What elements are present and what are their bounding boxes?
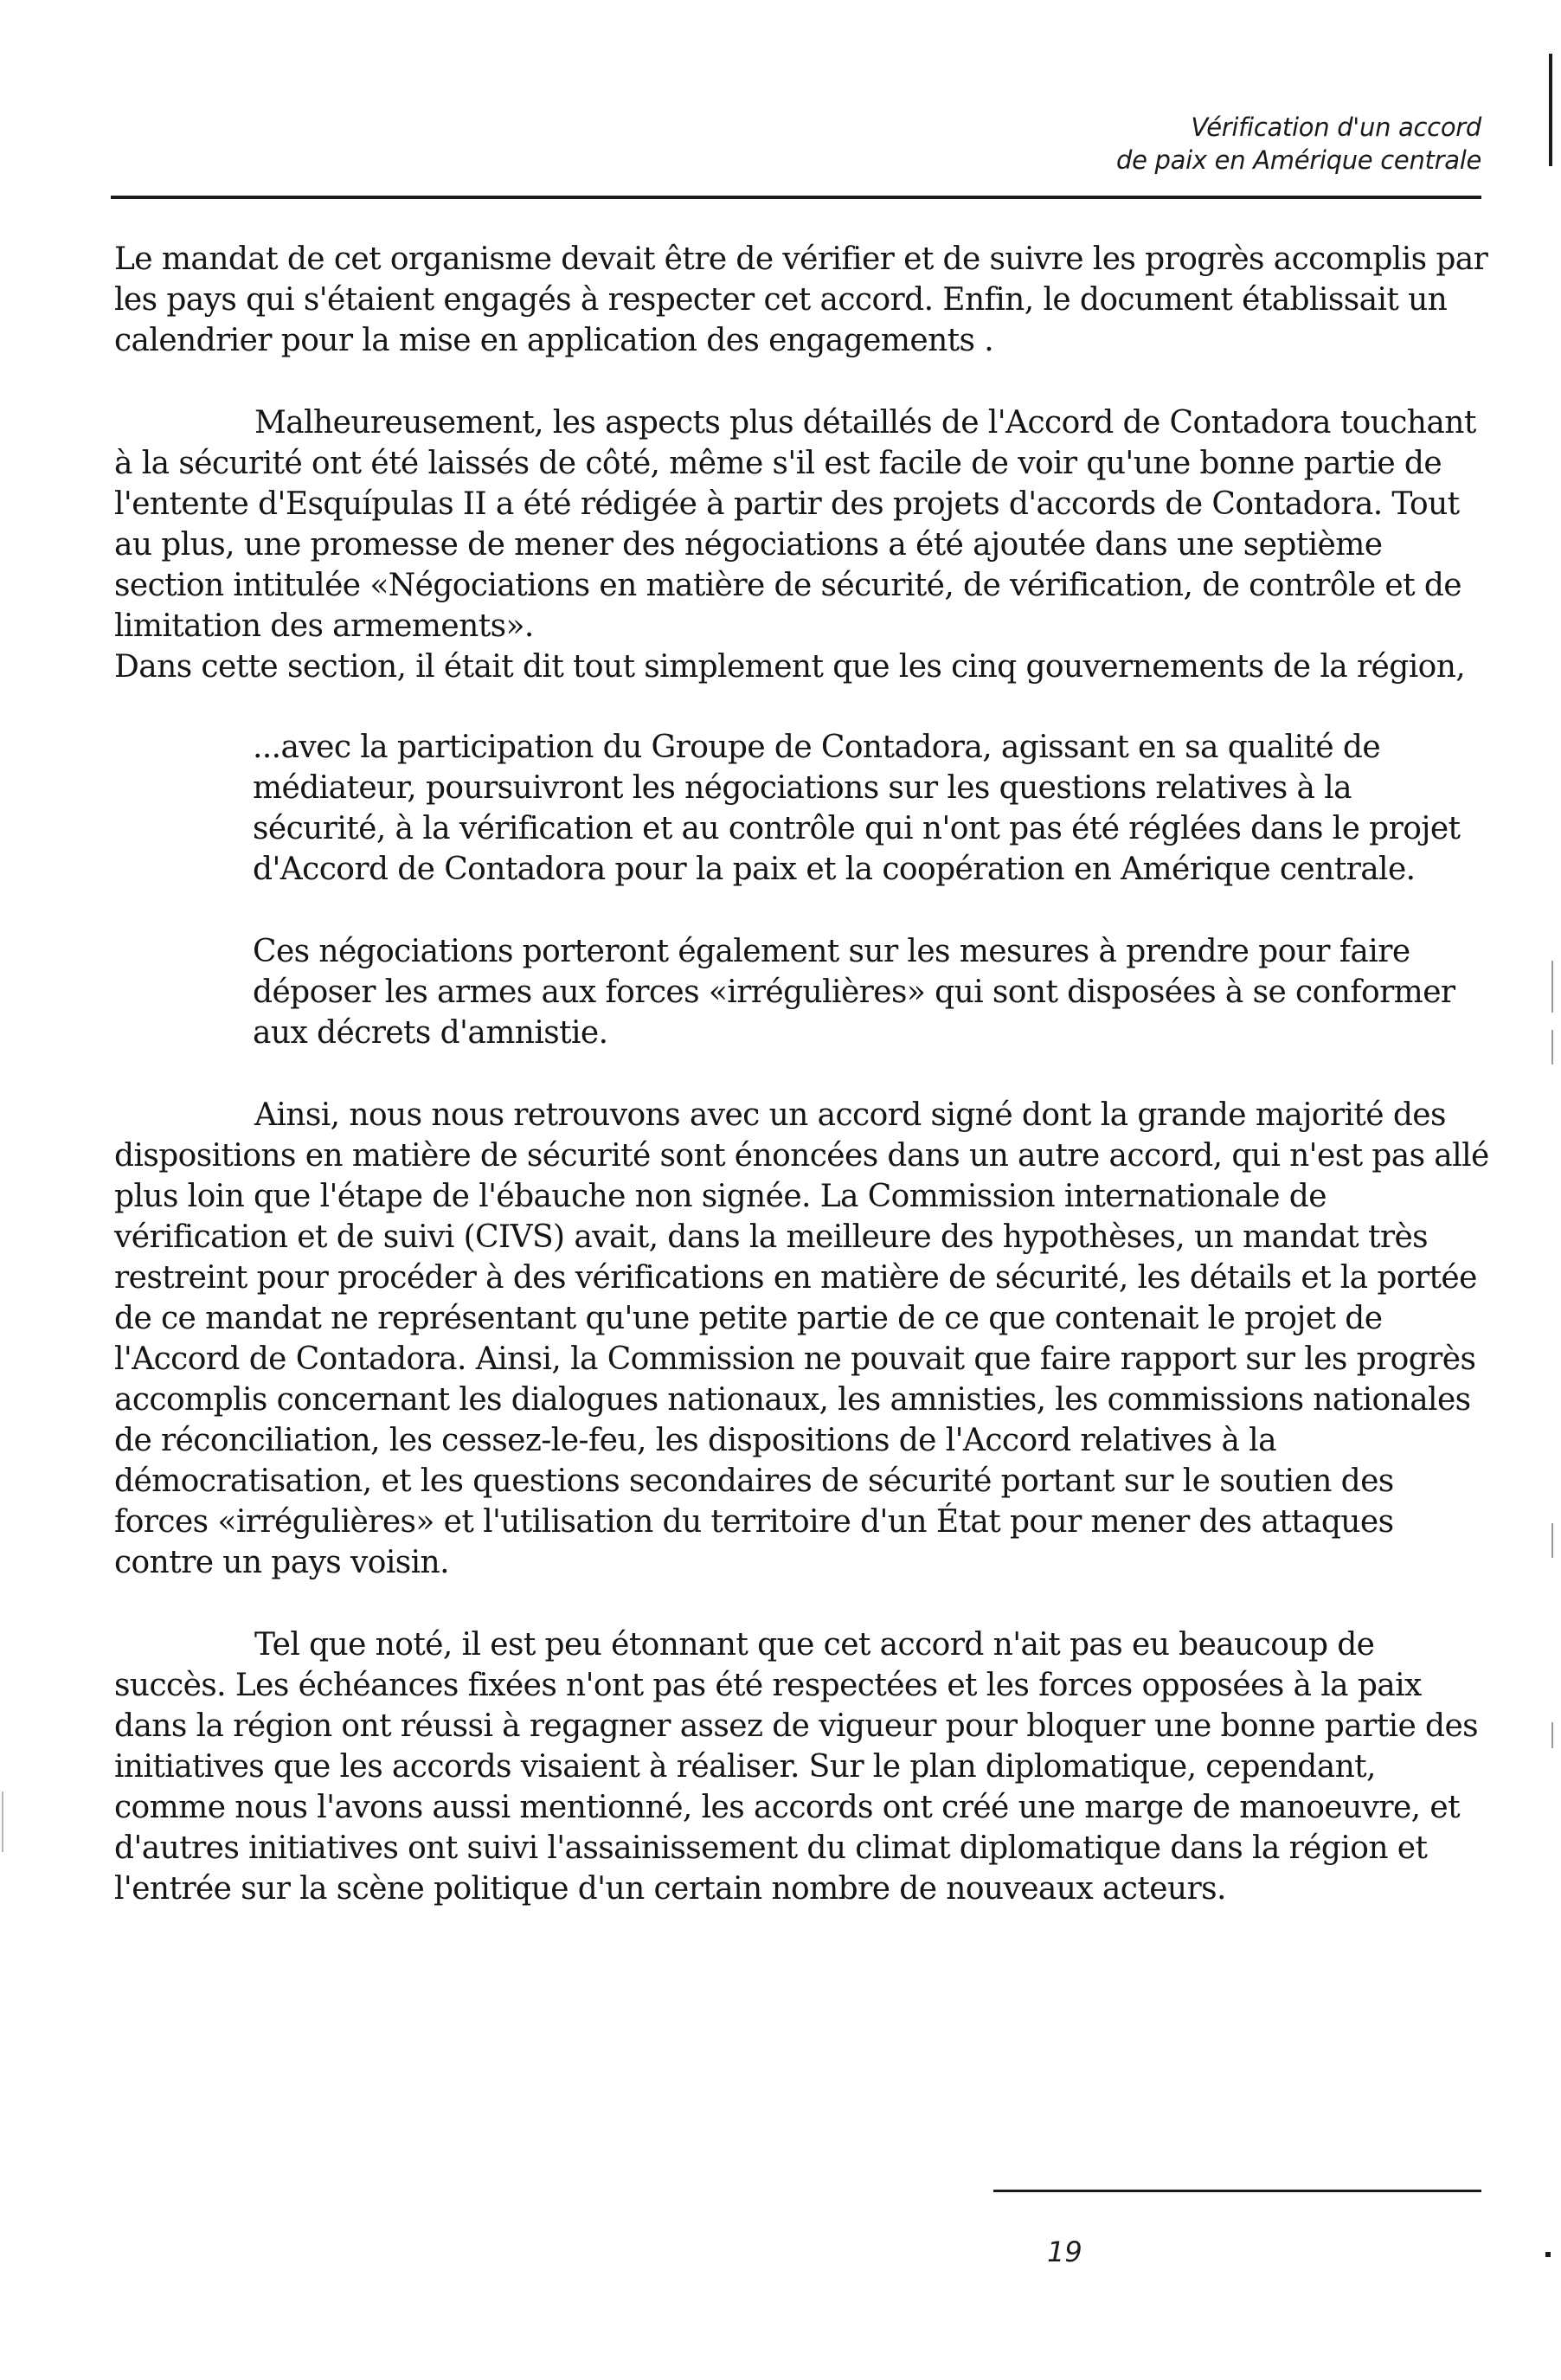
scan-edge-mark <box>2 1791 3 1852</box>
paragraph-section-intro: Dans cette section, il était dit tout simplement que les cinq gouvernements de la région, <box>114 649 1466 685</box>
running-header-line-1: Vérification d'un accord <box>1191 113 1481 142</box>
paragraph-mandate: Le mandat de cet organisme devait être de vérifier et de suivre les progrès accomplis par les pays qui s'étaient engagés à respecter cet accord. Enfin, le document établissait un calendrier pour la mise en application des engagements . <box>114 241 1488 358</box>
scan-edge-mark <box>1549 54 1552 166</box>
paragraph-civs: Ainsi, nous nous retrouvons avec un accord signé dont la grande majorité des dispositions en matière de sécurité sont énoncées dans un autre accord, qui n'est pas allé plus loin que l'étape de l'ébauche non signée. La Commission internationale de vérification et de suivi (CIVS) avait, dans la meilleure des hypothèses, un mandat très restreint pour procéder à des vérifications en matière de sécurité, les détails et la portée de ce mandat ne représentant qu'une petite partie de ce que contenait le projet de l'Accord de Contadora. Ainsi, la Commission ne pouvait que faire rapport sur les progrès accomplis concernant les dialogues nationaux, les amnisties, les commissions nationales de réconciliation, les cessez-le-feu, les dispositions de l'Accord relatives à la démocratisation, et les questions secondaires de sécurité portant sur le soutien des forces «irrégulières» et l'utilisation du territoire d'un État pour mener des attaques contre un pays voisin. <box>114 1097 1489 1580</box>
paragraph-conclusion: Tel que noté, il est peu étonnant que cet accord n'ait pas eu beaucoup de succès. Les échéances fixées n'ont pas été respectées et les forces opposées à la paix dans la région ont réussi à regagner assez de vigueur pour bloquer une bonne partie des initiatives que les accords visaient à réaliser. Sur le plan diplomatique, cependant, comme nous l'avons aussi mentionné, les accords ont créé une marge de manoeuvre, et d'autres initiatives ont suivi l'assainissement du climat diplomatique dans la région et l'entrée sur la scène politique d'un certain nombre de nouveaux acteurs. <box>114 1627 1479 1907</box>
body-text <box>114 239 1490 1909</box>
block-quote <box>253 727 1488 1053</box>
quote-paragraph-1: ...avec la participation du Groupe de Contadora, agissant en sa qualité de médiateur, poursuivront les négociations sur les questions relatives à la sécurité, à la vérification et au contrôle qui n'ont pas été réglées dans le projet d'Accord de Contadora pour la paix et la coopération en Amérique centrale. <box>253 730 1461 887</box>
running-header-line-2: de paix en Amérique centrale <box>1115 145 1481 175</box>
scan-edge-mark <box>1551 1722 1553 1748</box>
scan-edge-mark <box>1551 961 1553 1013</box>
quote-paragraph-2: Ces négociations porteront également sur les mesures à prendre pour faire déposer les armes aux forces «irrégulières» qui sont disposées à se conformer aux décrets d'amnistie. <box>253 934 1455 1051</box>
scan-edge-mark <box>1545 2252 1551 2257</box>
footer-rule <box>993 2190 1481 2192</box>
running-header <box>876 111 1481 177</box>
scan-edge-mark <box>1551 1030 1553 1065</box>
header-rule <box>111 196 1481 199</box>
page-number: 19 <box>1047 2235 1082 2268</box>
scan-edge-mark <box>1551 1523 1553 1558</box>
paragraph-contadora: Malheureusement, les aspects plus détaillés de l'Accord de Contadora touchant à la sécurité ont été laissés de côté, même s'il est facile de voir qu'une bonne partie de l'entente d'Esquípulas II a été rédigée à partir des projets d'accords de Contadora. Tout au plus, une promesse de mener des négociations a été ajoutée dans une septième section intitulée «Négociations en matière de sécurité, de vérification, de contrôle et de limitation des armements». <box>114 405 1476 644</box>
